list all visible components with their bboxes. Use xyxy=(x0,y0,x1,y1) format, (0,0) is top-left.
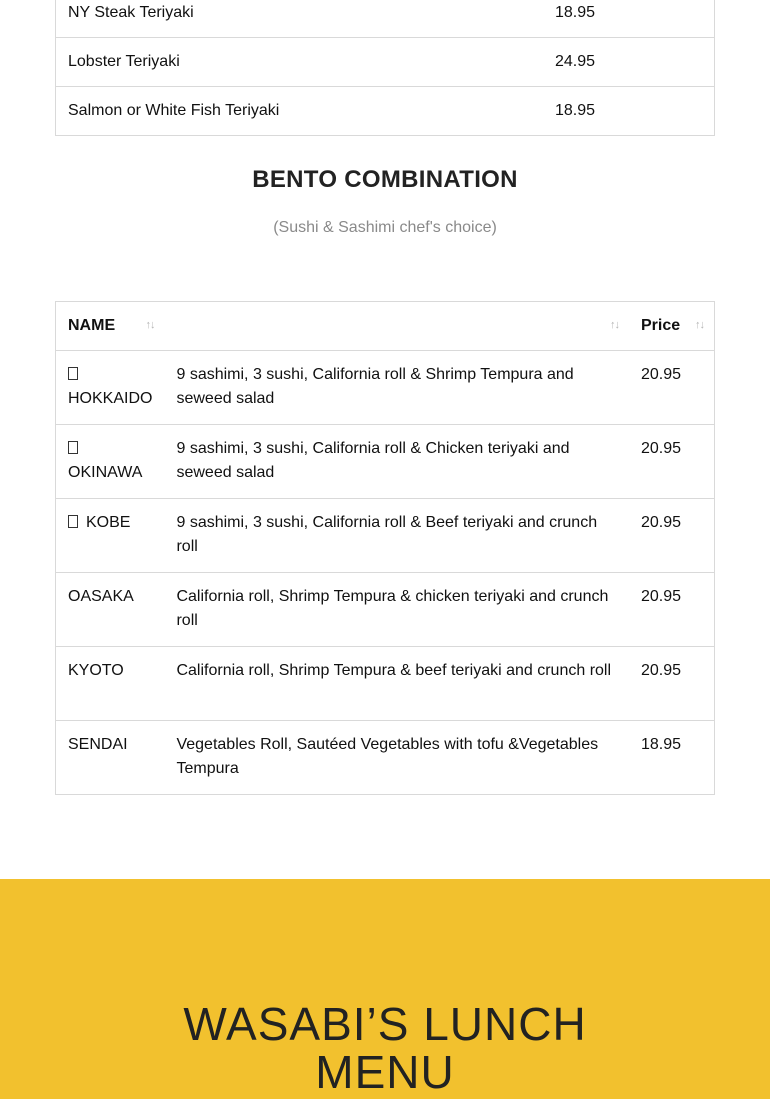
sort-icon[interactable]: ↑↓ xyxy=(610,319,619,331)
bento-name-cell: KOBE xyxy=(56,499,165,573)
item-name: Salmon or White Fish Teriyaki xyxy=(56,87,544,136)
bento-description: Vegetables Roll, Sautéed Vegetables with tofu &Vegetables Tempura xyxy=(164,721,629,795)
table-row xyxy=(56,573,715,647)
table-row xyxy=(56,87,715,136)
item-price: 24.95 xyxy=(543,38,715,87)
bento-name-cell: KYOTO xyxy=(56,647,165,721)
bento-name-cell: OKINAWA xyxy=(56,425,165,499)
bento-description: 9 sashimi, 3 sushi, California roll & Beef teriyaki and crunch roll xyxy=(164,499,629,573)
table-row xyxy=(56,721,715,795)
table-header-row xyxy=(56,302,715,351)
bento-description: 9 sashimi, 3 sushi, California roll & Chicken teriyaki and seweed salad xyxy=(164,425,629,499)
teriyaki-table xyxy=(55,0,715,136)
bento-price: 20.95 xyxy=(629,573,715,647)
bento-description: California roll, Shrimp Tempura & beef teriyaki and crunch roll xyxy=(164,647,629,721)
item-price: 18.95 xyxy=(543,87,715,136)
sort-icon[interactable]: ↑↓ xyxy=(145,319,155,331)
column-header-name[interactable]: NAME ↑↓ xyxy=(56,302,165,351)
bento-price: 20.95 xyxy=(629,425,715,499)
bento-price: 18.95 xyxy=(629,721,715,795)
table-row xyxy=(56,0,715,38)
column-header-price[interactable]: Price ↑↓ xyxy=(629,302,715,351)
bento-name-cell: OASAKA xyxy=(56,573,165,647)
bento-price: 20.95 xyxy=(629,499,715,573)
bento-description: California roll, Shrimp Tempura & chicken teriyaki and crunch roll xyxy=(164,573,629,647)
table-row xyxy=(56,425,715,499)
bento-name-cell: SENDAI xyxy=(56,721,165,795)
item-name: NY Steak Teriyaki xyxy=(56,0,544,38)
missing-glyph-icon xyxy=(68,441,78,454)
section-subtitle: (Sushi & Sashimi chef's choice) xyxy=(273,219,497,236)
item-name: Lobster Teriyaki xyxy=(56,38,544,87)
table-row xyxy=(56,499,715,573)
table-row xyxy=(56,351,715,425)
column-header-description[interactable] xyxy=(164,302,629,351)
sort-icon[interactable]: ↑↓ xyxy=(695,319,704,331)
bento-name-cell: HOKKAIDO xyxy=(56,351,165,425)
bento-table xyxy=(55,301,715,795)
item-price: 18.95 xyxy=(543,0,715,38)
section-title: BENTO COMBINATION xyxy=(252,166,518,193)
bento-price: 20.95 xyxy=(629,647,715,721)
table-row xyxy=(56,38,715,87)
missing-glyph-icon xyxy=(68,367,78,380)
table-row xyxy=(56,647,715,721)
lunch-menu-title: WASABI’S LUNCH MENU xyxy=(183,998,587,1098)
bento-price: 20.95 xyxy=(629,351,715,425)
bento-description: 9 sashimi, 3 sushi, California roll & Shrimp Tempura and seweed salad xyxy=(164,351,629,425)
missing-glyph-icon xyxy=(68,515,78,528)
